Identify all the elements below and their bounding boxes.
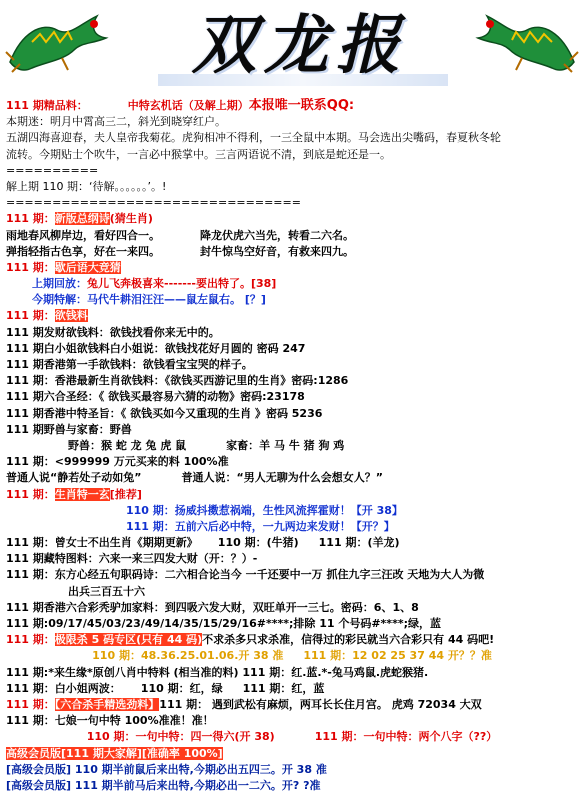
text-line (6, 746, 578, 762)
text-line: 111 期香港第一手欲钱料：欲钱看宝宝哭的样子。 (6, 358, 253, 371)
section-title: 歇后语大竞猜 (54, 260, 121, 274)
issue-label: 111 期精品料： (6, 99, 88, 112)
text-line: 111 期香港中特圣旨：《 欲钱买如今又重现的生肖 》密码 5236 (6, 406, 323, 420)
section-title: 欲钱料 (54, 309, 88, 323)
article-body (6, 98, 578, 794)
section-title: 极限杀 5 码专区(只有 44 码) (54, 633, 203, 647)
text-line: 野兽：猴 蛇 龙 兔 虎 鼠 家畜：羊 马 牛 猪 狗 鸡 (68, 438, 345, 452)
text-line: 111 期：【六合杀手精选劲料】111 期： 遇到武松有麻烦，两耳长长住月宫。 虎鸡 72034 大双 (6, 697, 482, 711)
text-line: 今期特解：马代牛耕泪汪汪——鼠左鼠右。 [？] (32, 293, 266, 307)
text-line: 111 期：东方心经五句职码诗：二六相合论当今 一千还要中一万 抓住九字三汪改 天地为大人为微 (6, 568, 485, 582)
text-line: 111 期发财欲钱料：欲钱找看你来无中的。 (6, 325, 220, 339)
dragon-icon (2, 2, 112, 76)
poem-line: 弹指轻指古色享，好在一来四。 封牛惊鸟空好音，有救来四九。 (6, 244, 354, 258)
text-line: 111 期：<999999 万元买来的料 100%准 (6, 455, 229, 469)
divider: ================================ (6, 196, 301, 210)
text-line: 111 期藏特图料：六来一来三四发大财（开：？）- (6, 552, 258, 566)
text-line: 111 期六合圣经：《 欲钱买最容易六猜的动物》密码:23178 (6, 390, 305, 404)
section-header (6, 308, 578, 324)
text-line: 110 期：48.36.25.01.06.开 38 准 111 期：12 02 25 37 44 开？？准 (92, 649, 492, 663)
text-line: [高级会员版] 111 期半前马后来出特,今期必出一二六。开? ?准 (6, 778, 321, 792)
text-line: 111 期:09/17/45/03/23/49/14/35/15/29/16#****;排除 11 个号码#****;绿，蓝 (6, 617, 441, 630)
text-line: 出兵三百五十六 (68, 584, 145, 598)
section-title: 中特玄机话（及解上期） (127, 99, 249, 112)
text-line: [高级会员版] 110 期半前鼠后来出特,今期必出五四三。开 38 准 (6, 762, 327, 776)
issue-label: 111 期： (6, 260, 55, 274)
divider: ========== (6, 163, 99, 177)
text-line: 111 期：五前六后必中特，一九两边来发财！【开？】 (126, 519, 395, 533)
text-line: 普通人说“静若处子动如兔” 普通人说：“男人无聊为什么会想女人？” (6, 471, 383, 485)
section-header (6, 211, 578, 227)
text-line: 111 期野兽与家畜：野兽 (6, 422, 132, 436)
section-header (6, 260, 578, 276)
text-line: 111 期：极限杀 5 码专区(只有 44 码)不求杀多只求杀准，信得过的彩民就当六合彩只有 44 码吧! (6, 633, 495, 647)
text-line: 110 期：扬威抖擞惹祸端，生性风流挥霍财！【开 38】 (126, 503, 403, 517)
issue-label: 111 期： (6, 212, 55, 226)
text-line: 上期回放：兔儿飞奔极喜来-------要出特了。[38] (32, 277, 277, 291)
section-title: 新版总纲诗 (54, 212, 110, 226)
page-title: 双龙报 (192, 8, 408, 83)
text-line: 五湖四海喜迎春，夫人皇帝我菊花。虎狗相冲不得利，一三全鼠中本期。马会选出尖嘴码，春夏秋冬轮 (6, 131, 501, 145)
text-line: 111 期:*来生缘*原创八肖中特料 (相当准的料) 111 期：红.蓝.*-兔马鸡鼠.虎蛇猴猪. (6, 665, 429, 679)
issue-label: 111 期： (6, 487, 55, 501)
issue-label: 111 期： (6, 309, 55, 323)
contact-text: 本报唯一联系QQ: (248, 98, 355, 113)
section-header (6, 487, 578, 503)
text-line: 本期迷：明月中霄高三二，斜光到晓穿红户。 (6, 115, 226, 129)
text-line: 流转。今期贴士个吹牛，一言必中猴掌中。三言两语说不清，到底是蛇还是一。 (6, 147, 391, 161)
poem-line: 雨地春风柳岸边，看好四合一。 降龙伏虎六当先，转看二六名。 (6, 228, 354, 242)
text-line: 解上期 110 期：‘待解。。。。。。’。! (6, 179, 167, 193)
text-line: 111 期：白小姐两波： 110 期：红，绿 111 期：红，蓝 (6, 681, 325, 695)
text-line: 111 期：香港最新生肖欲钱料：《欲钱买西游记里的生肖》密码:1286 (6, 374, 349, 388)
dragon-icon (472, 2, 582, 76)
text-line: 111 期白小姐欲钱料白小姐说：欲钱找花好月圆的 密码 247 (6, 341, 306, 355)
text-line: 111 期：曾女士不出生肖《期期更新》 110 期：(牛猪) 111 期：(羊龙) (6, 536, 400, 550)
text-line: 111 期：七娘一句中特 100%准准！准！ (6, 714, 214, 728)
section-tag: (猜生肖) (109, 212, 153, 226)
header-banner (0, 0, 584, 98)
text-line: 110 期：一句中特：四一得六(开 38) 111 期：一句中特：两个八字（??） (86, 730, 498, 744)
section-title: 生肖特一玄 (54, 487, 110, 501)
section-title: 【六合杀手精选劲料】 (54, 697, 160, 711)
section-title: 高级会员版[111 期大家解][准确率 100%] (6, 746, 223, 760)
text-line: 111 期香港六合彩秃驴加家料：到四吸六发大财，双旺单开一三七。密码：6、1、8 (6, 600, 419, 614)
section-header (6, 98, 578, 114)
section-tag: [推荐] (109, 487, 142, 501)
